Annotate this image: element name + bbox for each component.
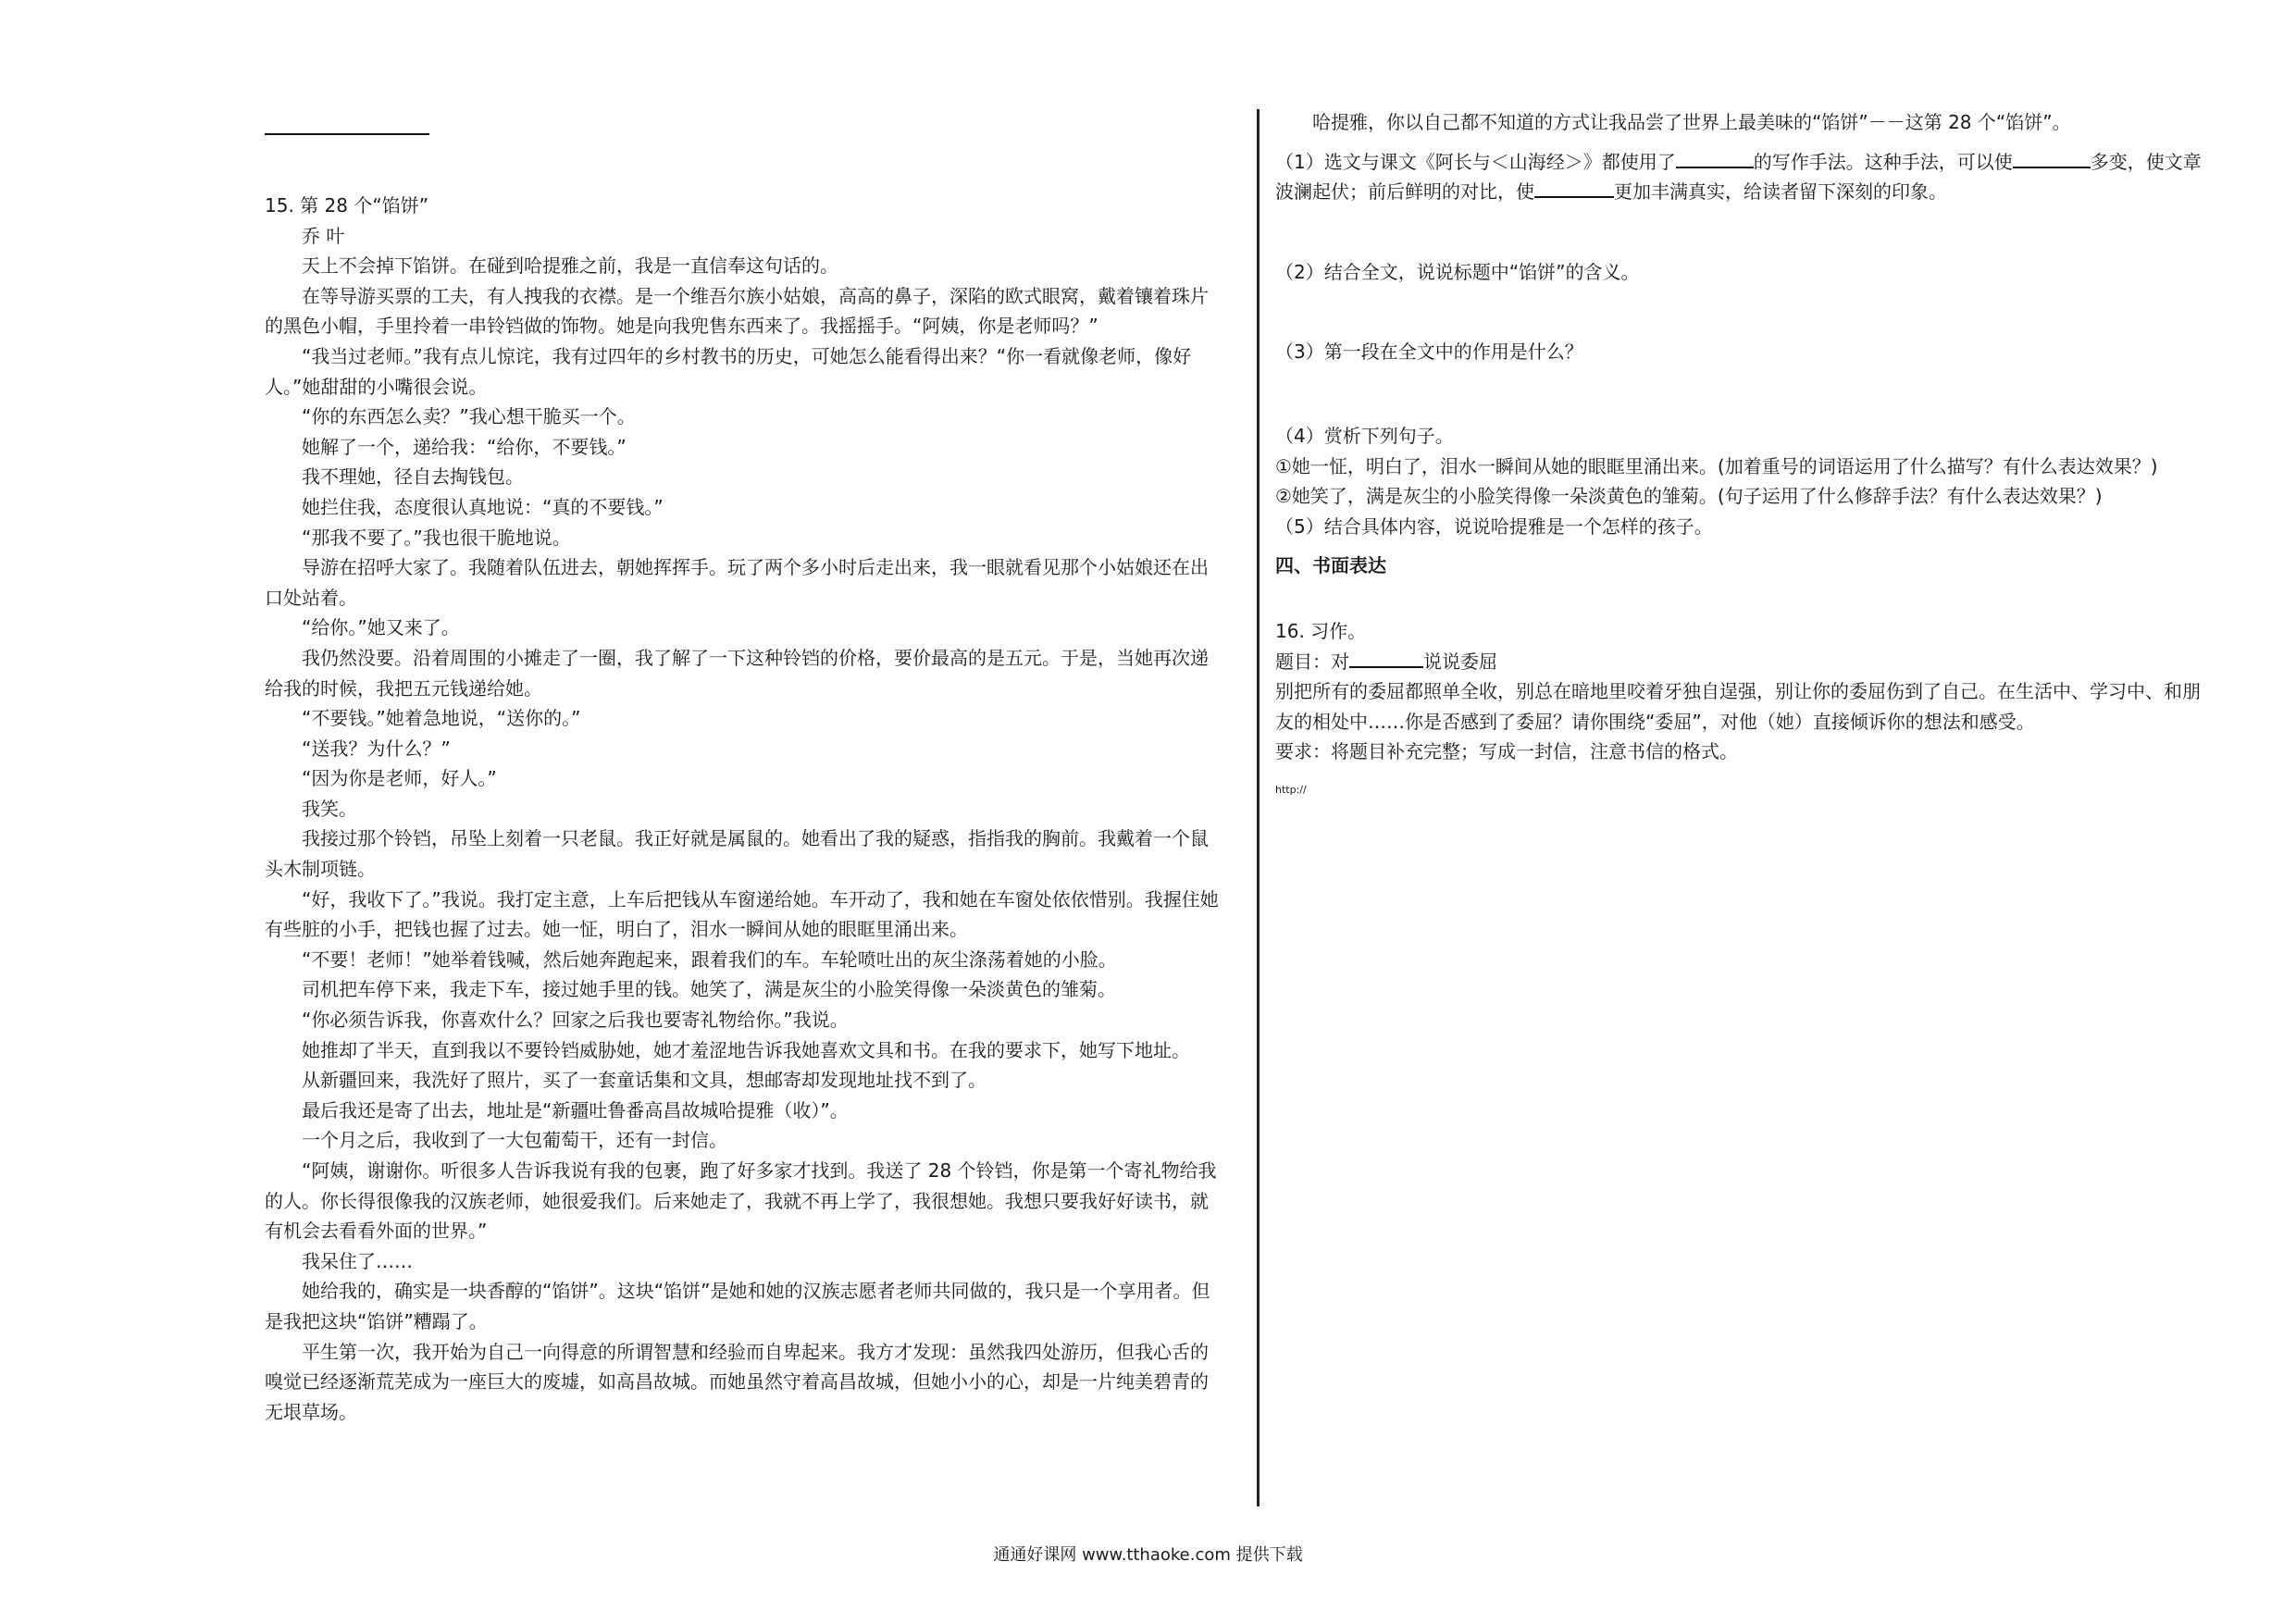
paragraph: 最后我还是寄了出去，地址是“新疆吐鲁番高昌故城哈提雅（收）”。	[302, 1098, 849, 1121]
question-1	[1275, 147, 2212, 207]
page-footer: 通通好课网 www.tthaoke.com 提供下载	[993, 1545, 1303, 1565]
question-4: （4）赏析下列句子。	[1275, 424, 1454, 447]
paragraph: “那我不要了。”我也很干脆地说。	[302, 526, 571, 549]
q1-text-a: （1）选文与课文《阿长与＜山海经＞》都使用了	[1275, 150, 1676, 173]
paragraph: “不要！老师！”她举着钱喊，然后她奔跑起来，跟着我们的车。车轮喷吐出的灰尘涤荡着她的小脸。	[302, 948, 1117, 971]
paragraph: “送我？为什么？”	[302, 737, 451, 760]
paragraph: 她给我的，确实是一块香醇的“馅饼”。这块“馅饼”是她和她的汉族志愿者老师共同做的，我只是一个享用者。但是我把这块“馅饼”糟蹋了。	[265, 1280, 1210, 1332]
paragraph: 我笑。	[302, 797, 357, 820]
paragraph: 在等导游买票的工夫，有人拽我的衣襟。是一个维吾尔族小姑娘，高高的鼻子，深陷的欧式眼窝，戴着镶着珠片的黑色小帽，手里拎着一串铃铛做的饰物。她是向我兜售东西来了。我摇摇手。“阿姨，你是老师吗？”	[265, 284, 1209, 338]
answer-blank[interactable]	[2013, 150, 2091, 168]
q1-text-b: 的写作手法。这种手法，可以使	[1753, 150, 2013, 173]
paragraph: 从新疆回来，我洗好了照片，买了一套童话集和文具，想邮寄却发现地址找不到了。	[302, 1069, 987, 1092]
paragraph: 司机把车停下来，我走下车，接过她手里的钱。她笑了，满是灰尘的小脸笑得像一朵淡黄色的雏菊。	[302, 978, 1116, 1001]
essay-topic	[1275, 647, 2212, 677]
paragraph: “因为你是老师，好人。”	[302, 767, 497, 790]
paragraph: 我不理她，径自去掏钱包。	[302, 465, 524, 489]
answer-blank[interactable]	[1676, 150, 1754, 168]
answer-blank[interactable]	[1534, 180, 1614, 198]
paragraph: “给你。”她又来了。	[302, 616, 460, 639]
paragraph: 她解了一个，递给我：“给你，不要钱。”	[302, 435, 627, 458]
paragraph: 她推却了半天，直到我以不要铃铛威胁她，她才羞涩地告诉我她喜欢文具和书。在我的要求下，她写下地址。	[302, 1038, 1190, 1061]
paragraph: “阿姨，谢谢你。听很多人告诉我说有我的包裹，跑了好多家才找到。我送了 28 个铃铛，你是第一个寄礼物给我的人。你长得很像我的汉族老师，她很爱我们。后来她走了，我就不再上学了，我很想她。我想只要我好好读书，就有机会去看看外面的世界。”	[265, 1159, 1217, 1243]
right-column	[1275, 107, 2212, 799]
topic-text-a: 题目：对	[1275, 650, 1349, 673]
paragraph: “你必须告诉我，你喜欢什么？回家之后我也要寄礼物给你。”我说。	[302, 1009, 849, 1032]
paragraph: 我接过那个铃铛，吊坠上刻着一只老鼠。我正好就是属鼠的。她看出了我的疑惑，指指我的胸前。我戴着一个鼠头木制项链。	[265, 827, 1209, 881]
header-rule	[265, 133, 429, 135]
question-5: （5）结合具体内容，说说哈提雅是一个怎样的孩子。	[1275, 514, 1713, 538]
paragraph: “好，我收下了。”我说。我打定主意，上车后把钱从车窗递给她。车开动了，我和她在车窗处依依惜别。我握住她有些脏的小手，把钱也握了过去。她一怔，明白了，泪水一瞬间从她的眼眶里涌出来。	[265, 887, 1219, 941]
paragraph: 我仍然没要。沿着周围的小摊走了一圈，我了解了一下这种铃铛的价格，要价最高的是五元。于是，当她再次递给我的时候，我把五元钱递给她。	[265, 646, 1209, 700]
paragraph: “你的东西怎么卖？”我心想干脆买一个。	[302, 405, 636, 428]
paragraph: 她拦住我，态度很认真地说：“真的不要钱。”	[302, 495, 664, 518]
question-2: （2）结合全文，说说标题中“馅饼”的含义。	[1275, 260, 1640, 283]
question-3: （3）第一段在全文中的作用是什么？	[1275, 341, 1583, 364]
tiny-text: http://	[1275, 783, 1307, 796]
essay-requirement: 要求：将题目补充完整；写成一封信，注意书信的格式。	[1275, 740, 1738, 763]
question-15-title: 15. 第 28 个“馅饼”	[265, 194, 429, 217]
paragraph: “我当过老师。”我有点儿惊诧，我有过四年的乡村教书的历史，可她怎么能看得出来？“你一看就像老师，像好人。”她甜甜的小嘴很会说。	[265, 344, 1192, 398]
paragraph: 我呆住了……	[302, 1249, 413, 1272]
paragraph: 平生第一次，我开始为自己一向得意的所谓智慧和经验而自卑起来。我方才发现：虽然我四处游历，但我心舌的嗅觉已经逐渐荒芜成为一座巨大的废墟，如高昌故城。而她虽然守着高昌故城，但她小小的心，却是一片纯美碧青的无垠草场。	[265, 1340, 1209, 1423]
q1-text-c: 多变，使文章波澜起伏；前后鲜明的对比，使	[1275, 150, 2202, 204]
topic-text-b: 说说委屈	[1423, 650, 1497, 673]
paragraph: 导游在招呼大家了。我随着队伍进去，朝她挥挥手。玩了两个多小时后走出来，我一眼就看见那个小姑娘还在出口处站着。	[265, 556, 1209, 609]
paragraph: “不要钱。”她着急地说，“送你的。”	[302, 707, 581, 730]
left-column	[265, 191, 1225, 1427]
question-16: 16. 习作。	[1275, 619, 1367, 642]
paragraph: 天上不会掉下馅饼。在碰到哈提雅之前，我是一直信奉这句话的。	[302, 254, 838, 278]
closing-paragraph: 哈提雅，你以自己都不知道的方式让我品尝了世界上最美味的“馅饼”－－这第 28 个“馅饼”。	[1312, 111, 2071, 133]
author: 乔 叶	[302, 224, 345, 247]
question-4-item-2: ②她笑了，满是灰尘的小脸笑得像一朵淡黄色的雏菊。(句子运用了什么修辞手法？有什么表达效果？)	[1275, 485, 2103, 508]
question-4-item-1: ①她一怔，明白了，泪水一瞬间从她的眼眶里涌出来。(加着重号的词语运用了什么描写？有什么表达效果？)	[1275, 454, 2158, 477]
column-divider	[1257, 109, 1260, 1506]
answer-blank[interactable]	[1349, 650, 1423, 668]
q1-text-d: 更加丰满真实，给读者留下深刻的印象。	[1614, 180, 1947, 204]
section-heading: 四、书面表达	[1275, 554, 1386, 577]
essay-prompt: 别把所有的委屈都照单全收，别总在暗地里咬着牙独自逞强，别让你的委屈伤到了自己。在生活中、学习中、和朋友的相处中……你是否感到了委屈？请你围绕“委屈”，对他（她）直接倾诉你的想法和感受。	[1275, 680, 2201, 733]
paragraph: 一个月之后，我收到了一大包葡萄干，还有一封信。	[302, 1129, 727, 1152]
